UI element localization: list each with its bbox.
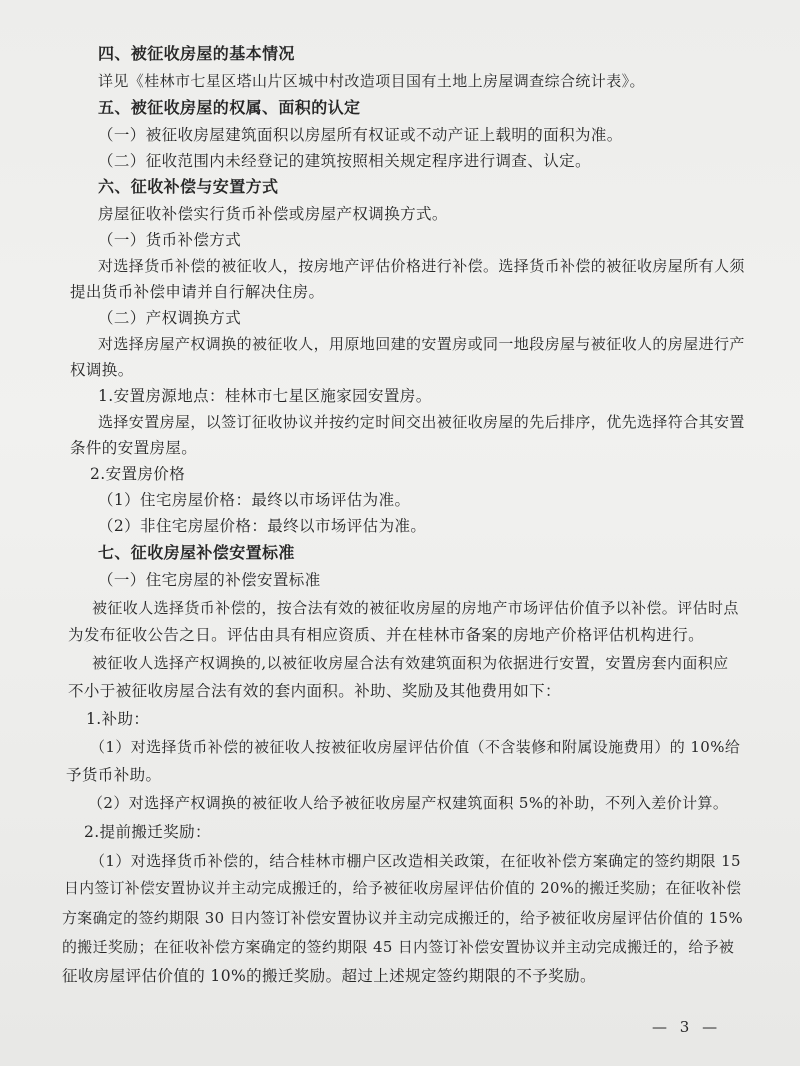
- paragraph-line: 2.提前搬迁奖励：: [84, 823, 211, 841]
- paragraph-line: 的搬迁奖励；在征收补偿方案确定的签约期限 45 日内签订补偿安置协议并主动完成搬迁的，给予被: [62, 938, 735, 956]
- paragraph-line: 对选择货币补偿的被征收人，按房地产评估价格进行补偿。选择货币补偿的被征收房屋所有人须: [98, 257, 745, 275]
- paragraph-line: 为发布征收公告之日。评估由具有相应资质、并在桂林市备案的房地产价格评估机构进行。: [68, 626, 705, 644]
- paragraph-line: 提出货币补偿申请并自行解决住房。: [70, 283, 325, 301]
- paragraph-line: 选择安置房屋，以签订征收协议并按约定时间交出被征收房屋的先后排序，优先选择符合其安置: [98, 413, 745, 431]
- paragraph-line: 房屋征收补偿实行货币补偿或房屋产权调换方式。: [98, 205, 448, 223]
- section-heading-4: 四、被征收房屋的基本情况: [98, 44, 295, 63]
- paragraph-line: 不小于被征收房屋合法有效的套内面积。补助、奖励及其他费用如下：: [68, 682, 561, 700]
- paragraph-line: 条件的安置房屋。: [70, 439, 198, 457]
- paragraph-line: 2.安置房价格: [90, 465, 186, 483]
- paragraph-line: 1.补助：: [86, 710, 150, 728]
- paragraph-line: 征收房屋评估价值的 10%的搬迁奖励。超过上述规定签约期限的不予奖励。: [62, 967, 596, 985]
- paragraph-line: 对选择房屋产权调换的被征收人，用原地回建的安置房或同一地段房屋与被征收人的房屋进行产: [98, 335, 745, 353]
- paragraph-line: 1.安置房源地点：桂林市七星区施家园安置房。: [98, 387, 432, 405]
- paragraph-line: （2）非住宅房屋价格：最终以市场评估为准。: [98, 517, 427, 535]
- section-heading-5: 五、被征收房屋的权属、面积的认定: [98, 98, 361, 117]
- paragraph-line: 予货币补助。: [66, 766, 162, 784]
- paragraph-line: （1）对选择货币补偿的被征收人按被征收房屋评估价值（不含装修和附属设施费用）的 10%给: [90, 738, 741, 756]
- paragraph-line: 被征收人选择产权调换的,以被征收房屋合法有效建筑面积为依据进行安置，安置房套内面积应: [92, 654, 729, 672]
- paragraph-line: （1）住宅房屋价格：最终以市场评估为准。: [98, 491, 411, 509]
- section-heading-7: 七、征收房屋补偿安置标准: [98, 543, 295, 562]
- paragraph-line: 日内签订补偿安置协议并主动完成搬迁的，给予被征收房屋评估价值的 20%的搬迁奖励；在征收补偿: [64, 880, 742, 897]
- paragraph-line: 详见《桂林市七星区塔山片区城中村改造项目国有土地上房屋调查综合统计表》。: [98, 72, 645, 90]
- paragraph-line: （一）被征收房屋建筑面积以房屋所有权证或不动产证上载明的面积为准。: [98, 126, 623, 144]
- paragraph-line: 被征收人选择货币补偿的，按合法有效的被征收房屋的房地产市场评估价值予以补偿。评估时点: [92, 599, 739, 617]
- subsection-heading: （二）产权调换方式: [98, 309, 242, 327]
- page-number: — 3 —: [652, 1018, 722, 1036]
- paragraph-line: （2）对选择产权调换的被征收人给予被征收房屋产权建筑面积 5%的补助，不列入差价计算。: [88, 794, 729, 812]
- paragraph-line: 权调换。: [70, 361, 134, 379]
- paragraph-line: （1）对选择货币补偿的，结合桂林市棚户区改造相关政策，在征收补偿方案确定的签约期限 15: [90, 852, 742, 870]
- subsection-heading: （一）住宅房屋的补偿安置标准: [98, 571, 321, 589]
- subsection-heading: （一）货币补偿方式: [98, 231, 242, 249]
- paragraph-line: 方案确定的签约期限 30 日内签订补偿安置协议并主动完成搬迁的，给予被征收房屋评估价值的 15%: [62, 909, 744, 927]
- section-heading-6: 六、征收补偿与安置方式: [98, 177, 279, 196]
- paragraph-line: （二）征收范围内未经登记的建筑按照相关规定程序进行调查、认定。: [98, 152, 591, 170]
